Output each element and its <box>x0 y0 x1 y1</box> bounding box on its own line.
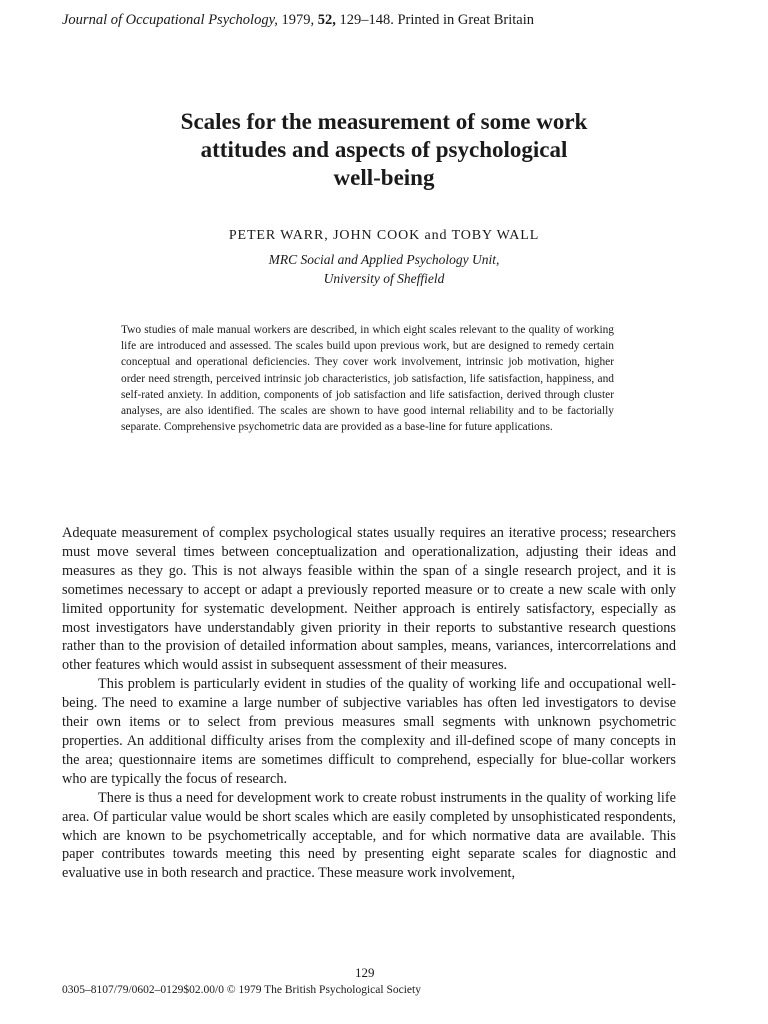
title-line: attitudes and aspects of psychological <box>200 137 568 162</box>
body-paragraph: This problem is particularly evident in studies of the quality of working life and occupational well-being. The need to examine a large number of subjective variables has often led investigators to devise their own items or to select from previous measures small segments with unknown psychometric properties. An additional difficulty arises from the complexity and ill-defined scope of many concepts in the area; questionnaire items are sometimes difficult to comprehend, especially for blue-collar workers who are typically the focus of research. <box>62 676 676 787</box>
journal-pages: 129–148. <box>339 12 394 28</box>
journal-name: Journal of Occupational Psychology, <box>62 12 278 28</box>
journal-volume: 52, <box>317 12 336 28</box>
page-number: 129 <box>355 965 375 980</box>
affiliation-line: MRC Social and Applied Psychology Unit, <box>268 252 500 267</box>
copyright-footer: 0305–8107/79/0602–0129$02.00/0 © 1979 The British Psychological Society <box>62 984 421 996</box>
body-paragraph: Adequate measurement of complex psychological states usually requires an iterative process; researchers must move several times between conceptualization and operationalization, adjusting their ideas and measures as they go. This is not always feasible within the span of a single research project, and it is sometimes necessary to accept or adapt a previously reported measure or to create a new scale with only limited opportunity for systematic development. Neither approach is entirely satisfactory, especially as most investigators have understandably given priority in their reports to substantive research questions rather than to the provision of detailed information about samples, means, variances, intercorrelations and other features which would assist in subsequent assessment of their measures. <box>62 525 676 674</box>
authors: PETER WARR, JOHN COOK and TOBY WALL <box>228 228 540 243</box>
body-paragraph: There is thus a need for development work to create robust instruments in the quality of working life area. Of particular value would be short scales which are easily completed by unsophisticated respondents, which are known to be psychometrically acceptable, and for which normative data are available. This paper contributes towards meeting this need by presenting eight separate scales for diagnostic and evaluative use in both research and practice. These measure work involvement, <box>62 789 676 882</box>
title-line: Scales for the measurement of some work <box>180 109 588 134</box>
affiliation <box>60 250 708 288</box>
affiliation-line: University of Sheffield <box>323 271 445 286</box>
abstract: Two studies of male manual workers are described, in which eight scales relevant to the quality of working life are introduced and assessed. The scales build upon previous work, but are designed to remedy certain conceptual and operational deficiencies. They cover work involvement, intrinsic job motivation, higher order need strength, perceived intrinsic job characteristics, job satisfaction, life satisfaction, happiness, and self-rated anxiety. In addition, components of job satisfaction and life satisfaction, derived through cluster analyses, are also identified. The scales are shown to have good internal reliability and to be factorially separate. Comprehensive psychometric data are provided as a base-line for future applications. <box>121 324 614 434</box>
title-line: well-being <box>333 165 435 190</box>
journal-year: 1979, <box>281 12 315 28</box>
body-text <box>62 524 676 883</box>
running-head <box>62 12 534 29</box>
article-title <box>60 108 708 192</box>
printed-note: Printed in Great Britain <box>397 12 534 28</box>
